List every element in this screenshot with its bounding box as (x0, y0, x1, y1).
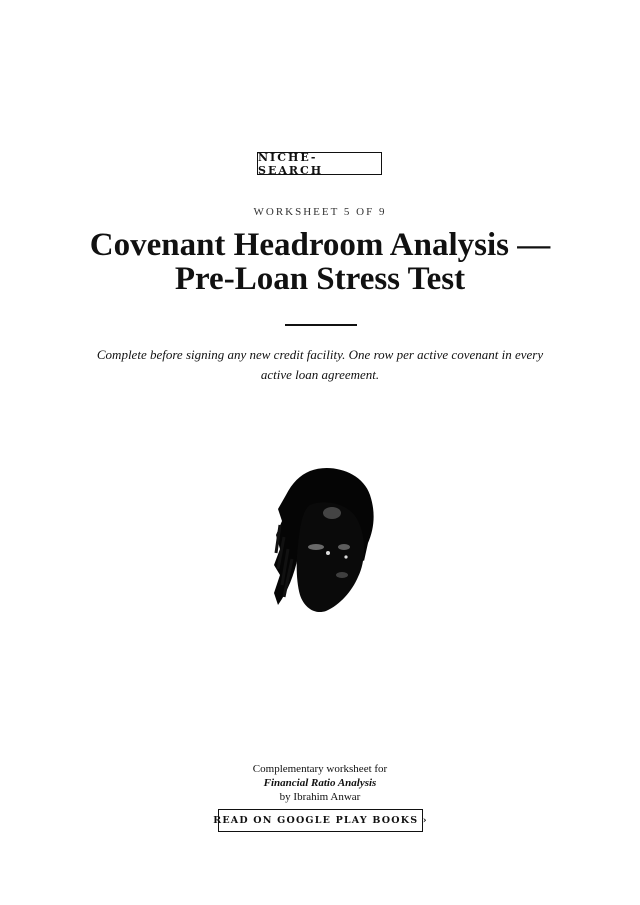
book-credit (0, 762, 640, 804)
title-divider (285, 324, 357, 326)
title-line-1: Covenant Headroom Analysis — (89, 227, 551, 263)
intro-text: Complete before signing any new credit facility. One row per active covenant in every active loan agreement. (96, 347, 544, 382)
page-title (40, 228, 600, 296)
read-on-google-play-button[interactable]: READ ON GOOGLE PLAY BOOKS › (218, 809, 423, 832)
book-title: Financial Ratio Analysis (263, 777, 377, 789)
portrait-illustration (270, 465, 380, 615)
book-author: by Ibrahim Anwar (279, 791, 361, 803)
title-line-2: Pre-Loan Stress Test (174, 261, 466, 297)
worksheet-number: WORKSHEET 5 OF 9 (253, 206, 387, 218)
credit-prefix: Complementary worksheet for (252, 763, 388, 775)
brand-label: NICHE-SEARCH (257, 152, 382, 175)
